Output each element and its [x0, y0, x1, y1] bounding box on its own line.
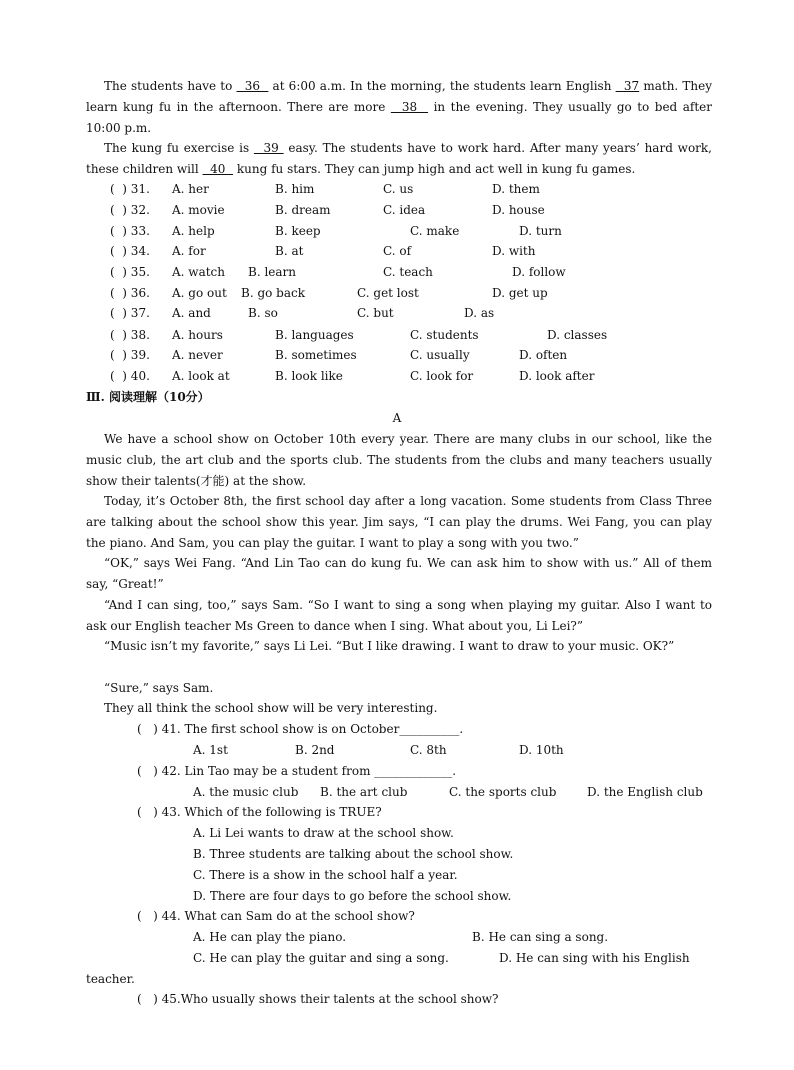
reading-paragraph-1: We have a school show on October 10th every year. There are many clubs in our school, like the music club, the art club and the sports club. The students from the clubs and many teachers usually show their talents(才能) at the show. [86, 432, 712, 488]
blank-37: 37 [615, 79, 640, 93]
exam-page: The students have to 36 at 6:00 a.m. In the morning, the students learn English 37 math. They learn kung fu in the afternoon. There are more 38 in the evening. They usually go to bed after 10:00 p.m. The kung fu exercise is 39 easy. The students have to work hard. After many years’ hard work, these children will 40 kung fu stars. They can jump high and act well in kung fu games. ( ) 31. A. her B. him C. us D. them ( ) 32. A. movie B. dream C. idea D. house ( ) 33. A. help B. keep C. make D. turn ( ) 34. A. for B. at C. of D. with ( ) 35. A. watch B. learn C. teach D. follow ( ) 36. A. go out B. go back C. get lost D. get up ( ) 37. A. and B. so C. but D. as ( ) 38. A. hours B. languages C. students D. classes ( ) 39. A. never B. sometimes C. usually D. often ( ) 40. A. look at B. look like C. look for D. look after Ⅲ. 阅读理解（10分） A We have a school show on October 10th every year. There are many clubs in our school, like the music club, the art club and the sports club. The students from the clubs and many teachers usually show their talents(才能) at the show. Today, it’s October 8th, the first school day after a long vacation. Some students from Class Three are talking about the school show this year. Jim says, “I can play the drums. Wei Fang, you can play the piano. And Sam, you can play the guitar. I want to play a song with you two.” “OK,” says Wei Fang. “And Lin Tao can do kung fu. We can ask him to show with us.” All of them say, “Great!” “And I can sing, too,” says Sam. “So I want to sing a song when playing my guitar. Also I want to ask our English teacher Ms Green to dance when I sing. What about you, Li Lei?” “Music isn’t my favorite,” says Li Lei. “But I like drawing. I want to draw to your music. OK?” “Sure,” says Sam. They all think the school show will be very interesting. ( ) 41. The first school show is on October__________. A. 1st B. 2nd C. 8th D. 10th ( ) 42. Lin Tao may be a student from _____________. A. the music club B. the art club C. the sports club D. the English club ( ) 43. Which of the following is TRUE? A. Li Lei wants to draw at the school show. B. Three students are talking about the school show. C. There is a show in the school half a year. D. There are four days to go before the school show. ( ) 44. What can Sam do at the school show? A. He can play the piano. B. He can sing a song. C. He can play the guitar and sing a song. D. He can sing with his English teacher. ( ) 45.Who usually shows their talents at the school show? [0, 0, 794, 1070]
reading-paragraph-6: “Sure,” says Sam. [104, 681, 214, 695]
reading-paragraph-7: They all think the school show will be very interesting. [104, 701, 438, 715]
reading-paragraph-3: “OK,” says Wei Fang. “And Lin Tao can do kung fu. We can ask him to show with us.” All of them say, “Great!” [86, 556, 712, 591]
reading-paragraph-2: Today, it’s October 8th, the first school day after a long vacation. Some students from Class Three are talking about the school show this year. Jim says, “I can play the drums. Wei Fang, you can play the piano. And Sam, you can play the guitar. I want to play a song with you two.” [86, 494, 712, 550]
cloze-passage-paragraph-1: The students have to 36 at 6:00 a.m. In the morning, the students learn English 37 math. They learn kung fu in the afternoon. There are more 38 in the evening. They usually go to bed after 10:00 p.m. [86, 79, 713, 135]
blank-36: 36 [236, 79, 269, 93]
blank-40: 40 [202, 161, 234, 176]
passage-label: A [392, 411, 402, 425]
section-heading: Ⅲ. 阅读理解（10分） [86, 390, 210, 404]
blank-38: 38 [390, 99, 429, 114]
blank-39: 39 [253, 141, 284, 155]
reading-paragraph-5: “Music isn’t my favorite,” says Li Lei. “But I like drawing. I want to draw to your music. OK?” [104, 639, 675, 653]
cloze-passage-paragraph-2: The kung fu exercise is 39 easy. The students have to work hard. After many years’ hard work, these children will 40 kung fu stars. They can jump high and act well in kung fu games. [86, 141, 712, 176]
reading-paragraph-4: “And I can sing, too,” says Sam. “So I want to sing a song when playing my guitar. Also I want to ask our English teacher Ms Green to dance when I sing. What about you, Li Lei?” [86, 598, 712, 633]
